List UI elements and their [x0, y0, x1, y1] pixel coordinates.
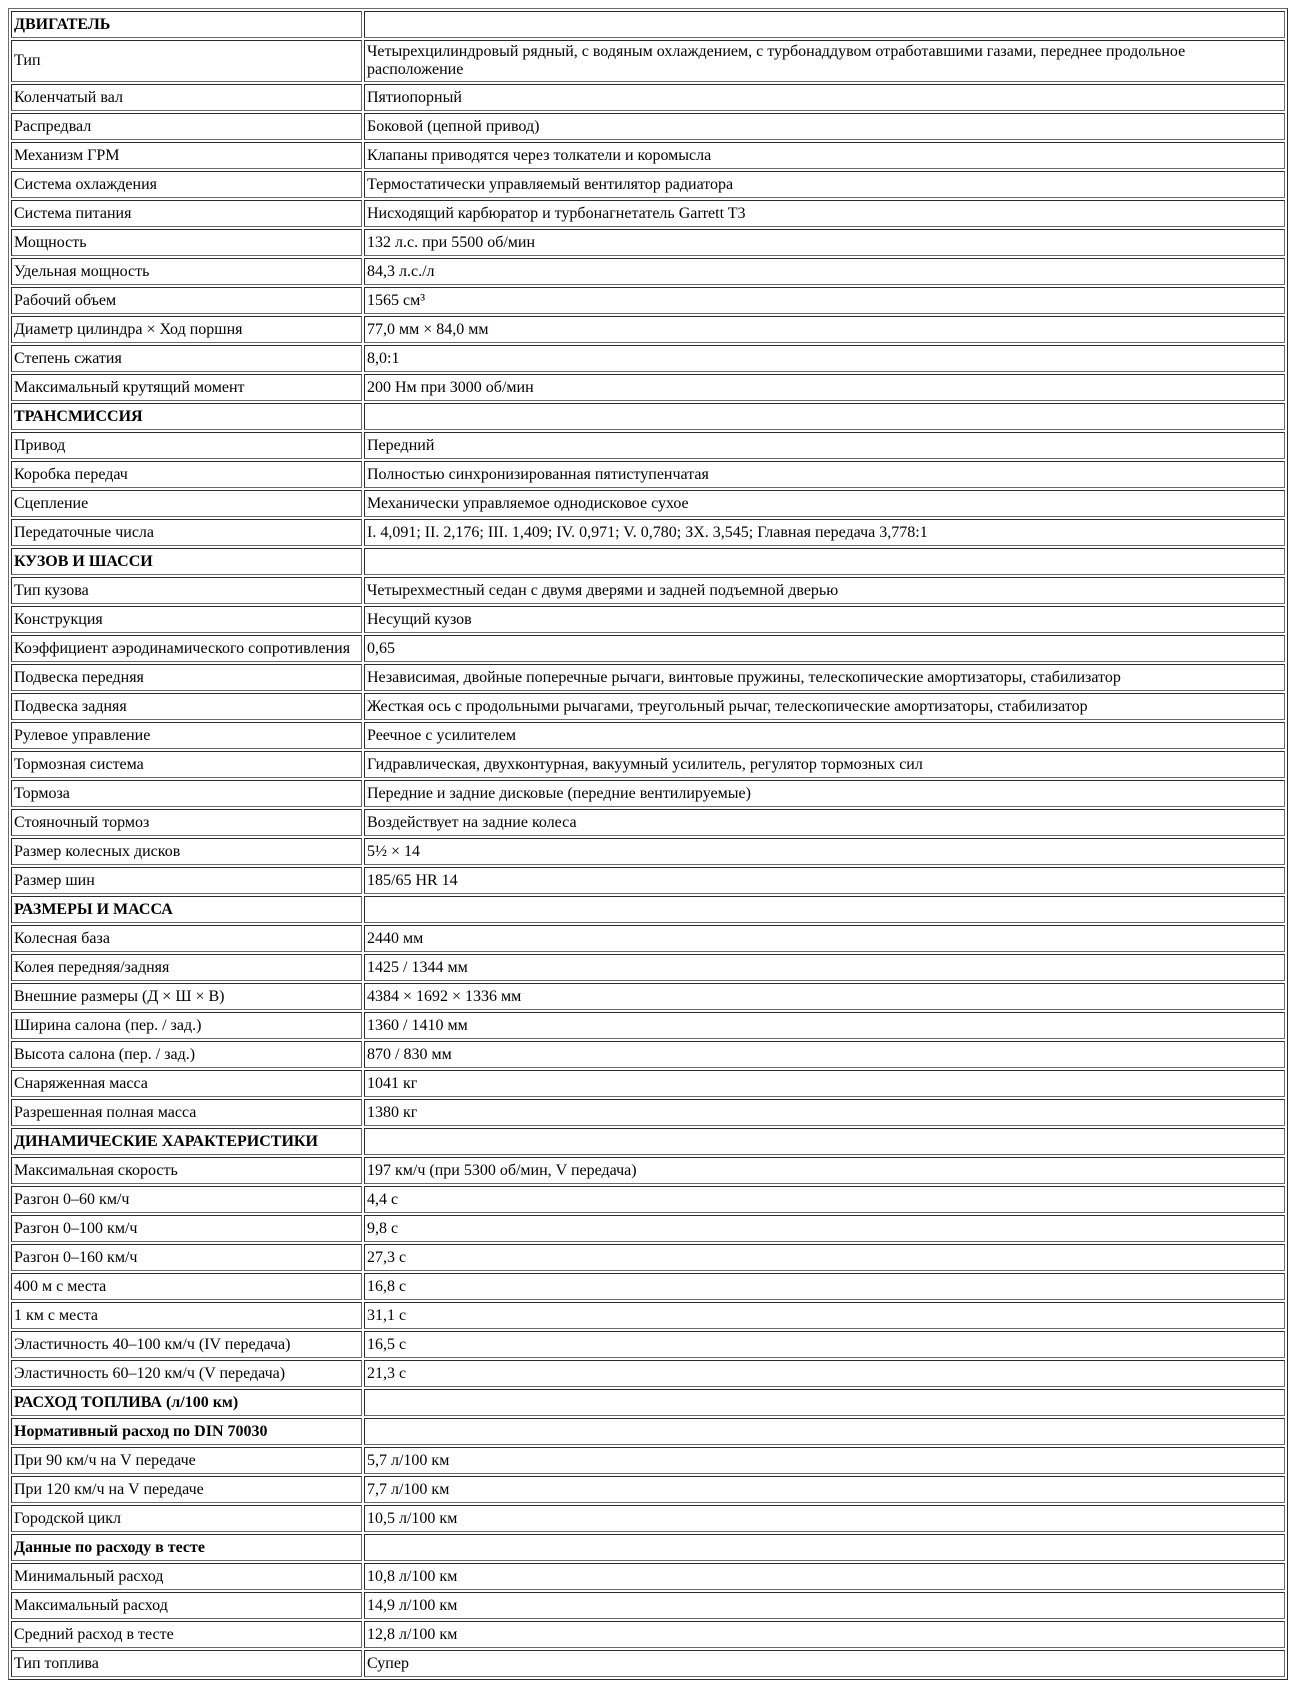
section-title: ТРАНСМИССИЯ	[11, 403, 362, 430]
spec-row	[11, 1563, 1285, 1590]
spec-label: Разрешенная полная масса	[11, 1099, 362, 1126]
spec-value: 1380 кг	[364, 1099, 1285, 1126]
specifications-table-body	[11, 11, 1285, 1677]
spec-row	[11, 200, 1285, 227]
section-title: Данные по расходу в тесте	[11, 1534, 362, 1561]
spec-value: 200 Нм при 3000 об/мин	[364, 374, 1285, 401]
spec-label: Удельная мощность	[11, 258, 362, 285]
section-title: КУЗОВ И ШАССИ	[11, 548, 362, 575]
spec-row	[11, 316, 1285, 343]
spec-row	[11, 1157, 1285, 1184]
spec-label: Степень сжатия	[11, 345, 362, 372]
spec-value: 185/65 HR 14	[364, 867, 1285, 894]
spec-row	[11, 809, 1285, 836]
section-header-empty-cell	[364, 1418, 1285, 1445]
spec-value: Клапаны приводятся через толкатели и коромысла	[364, 142, 1285, 169]
spec-row	[11, 1244, 1285, 1271]
spec-value: Нисходящий карбюратор и турбонагнетатель Garrett T3	[364, 200, 1285, 227]
spec-label: Стояночный тормоз	[11, 809, 362, 836]
section-header-empty-cell	[364, 1128, 1285, 1155]
spec-row	[11, 577, 1285, 604]
spec-row	[11, 229, 1285, 256]
spec-value: Несущий кузов	[364, 606, 1285, 633]
spec-value: 8,0:1	[364, 345, 1285, 372]
spec-value: 197 км/ч (при 5300 об/мин, V передача)	[364, 1157, 1285, 1184]
spec-label: Диаметр цилиндра × Ход поршня	[11, 316, 362, 343]
spec-value: 84,3 л.с./л	[364, 258, 1285, 285]
spec-value: 1360 / 1410 мм	[364, 1012, 1285, 1039]
spec-value: 27,3 с	[364, 1244, 1285, 1271]
spec-label: Максимальная скорость	[11, 1157, 362, 1184]
section-header-row	[11, 1418, 1285, 1445]
section-title: РАЗМЕРЫ И МАССА	[11, 896, 362, 923]
spec-row	[11, 1476, 1285, 1503]
spec-label: Разгон 0–160 км/ч	[11, 1244, 362, 1271]
spec-label: Система охлаждения	[11, 171, 362, 198]
spec-value: I. 4,091; II. 2,176; III. 1,409; IV. 0,971; V. 0,780; ЗХ. 3,545; Главная передача 3,778:1	[364, 519, 1285, 546]
spec-label: При 90 км/ч на V передаче	[11, 1447, 362, 1474]
spec-row	[11, 1505, 1285, 1532]
spec-label: Эластичность 40–100 км/ч (IV передача)	[11, 1331, 362, 1358]
spec-label: Размер шин	[11, 867, 362, 894]
spec-label: Снаряженная масса	[11, 1070, 362, 1097]
spec-row	[11, 432, 1285, 459]
spec-row	[11, 1012, 1285, 1039]
spec-row	[11, 1215, 1285, 1242]
spec-row	[11, 1186, 1285, 1213]
spec-value: Боковой (цепной привод)	[364, 113, 1285, 140]
spec-value: 1041 кг	[364, 1070, 1285, 1097]
spec-value: 16,5 с	[364, 1331, 1285, 1358]
spec-value: 21,3 с	[364, 1360, 1285, 1387]
section-header-empty-cell	[364, 1534, 1285, 1561]
spec-row	[11, 751, 1285, 778]
spec-label: Рулевое управление	[11, 722, 362, 749]
spec-row	[11, 1070, 1285, 1097]
spec-row	[11, 258, 1285, 285]
section-title: ДВИГАТЕЛЬ	[11, 11, 362, 38]
spec-value: 14,9 л/100 км	[364, 1592, 1285, 1619]
spec-row	[11, 171, 1285, 198]
spec-label: Коробка передач	[11, 461, 362, 488]
spec-row	[11, 142, 1285, 169]
spec-label: Тип кузова	[11, 577, 362, 604]
spec-value: 132 л.с. при 5500 об/мин	[364, 229, 1285, 256]
spec-value: 1425 / 1344 мм	[364, 954, 1285, 981]
spec-label: Колея передняя/задняя	[11, 954, 362, 981]
spec-label: Сцепление	[11, 490, 362, 517]
spec-value: Независимая, двойные поперечные рычаги, винтовые пружины, телескопические амортизаторы, стабилизатор	[364, 664, 1285, 691]
spec-row	[11, 954, 1285, 981]
spec-label: Тип	[11, 40, 362, 82]
spec-value: 4,4 с	[364, 1186, 1285, 1213]
spec-row	[11, 1592, 1285, 1619]
spec-value: Гидравлическая, двухконтурная, вакуумный усилитель, регулятор тормозных сил	[364, 751, 1285, 778]
spec-label: При 120 км/ч на V передаче	[11, 1476, 362, 1503]
spec-label: Тип топлива	[11, 1650, 362, 1677]
spec-row	[11, 983, 1285, 1010]
spec-row	[11, 693, 1285, 720]
spec-value: 2440 мм	[364, 925, 1285, 952]
spec-label: Минимальный расход	[11, 1563, 362, 1590]
spec-value: 4384 × 1692 × 1336 мм	[364, 983, 1285, 1010]
spec-label: Разгон 0–60 км/ч	[11, 1186, 362, 1213]
spec-value: Супер	[364, 1650, 1285, 1677]
spec-label: Городской цикл	[11, 1505, 362, 1532]
spec-value: Механически управляемое однодисковое сухое	[364, 490, 1285, 517]
spec-label: Конструкция	[11, 606, 362, 633]
spec-value: Термостатически управляемый вентилятор радиатора	[364, 171, 1285, 198]
spec-value: 9,8 с	[364, 1215, 1285, 1242]
spec-label: Мощность	[11, 229, 362, 256]
spec-value: 77,0 мм × 84,0 мм	[364, 316, 1285, 343]
spec-row	[11, 1041, 1285, 1068]
spec-label: Максимальный расход	[11, 1592, 362, 1619]
spec-value: Пятиопорный	[364, 84, 1285, 111]
spec-value: Воздействует на задние колеса	[364, 809, 1285, 836]
spec-row	[11, 867, 1285, 894]
spec-value: 870 / 830 мм	[364, 1041, 1285, 1068]
spec-value: 10,5 л/100 км	[364, 1505, 1285, 1532]
spec-label: 400 м с места	[11, 1273, 362, 1300]
section-title: ДИНАМИЧЕСКИЕ ХАРАКТЕРИСТИКИ	[11, 1128, 362, 1155]
spec-label: Эластичность 60–120 км/ч (V передача)	[11, 1360, 362, 1387]
spec-value: Полностью синхронизированная пятиступенчатая	[364, 461, 1285, 488]
spec-label: Распредвал	[11, 113, 362, 140]
spec-row	[11, 519, 1285, 546]
spec-label: Ширина салона (пер. / зад.)	[11, 1012, 362, 1039]
spec-value: 5,7 л/100 км	[364, 1447, 1285, 1474]
spec-row	[11, 722, 1285, 749]
spec-label: Размер колесных дисков	[11, 838, 362, 865]
spec-row	[11, 780, 1285, 807]
spec-row	[11, 1099, 1285, 1126]
spec-row	[11, 925, 1285, 952]
spec-label: Коэффициент аэродинамического сопротивления	[11, 635, 362, 662]
spec-row	[11, 1360, 1285, 1387]
spec-row	[11, 374, 1285, 401]
spec-value: 1565 см³	[364, 287, 1285, 314]
section-header-row	[11, 1128, 1285, 1155]
spec-label: Максимальный крутящий момент	[11, 374, 362, 401]
spec-label: Коленчатый вал	[11, 84, 362, 111]
section-header-row	[11, 1389, 1285, 1416]
spec-row	[11, 40, 1285, 82]
spec-row	[11, 1302, 1285, 1329]
spec-row	[11, 606, 1285, 633]
specifications-table	[8, 8, 1288, 1680]
spec-label: Система питания	[11, 200, 362, 227]
spec-value: 12,8 л/100 км	[364, 1621, 1285, 1648]
spec-value: 0,65	[364, 635, 1285, 662]
section-header-empty-cell	[364, 403, 1285, 430]
spec-row	[11, 1273, 1285, 1300]
section-header-row	[11, 11, 1285, 38]
spec-row	[11, 1621, 1285, 1648]
spec-value: Жесткая ось с продольными рычагами, треугольный рычаг, телескопические амортизаторы, стабилизатор	[364, 693, 1285, 720]
spec-value: 7,7 л/100 км	[364, 1476, 1285, 1503]
spec-label: Тормозная система	[11, 751, 362, 778]
spec-row	[11, 664, 1285, 691]
spec-value: Четырехместный седан с двумя дверями и задней подъемной дверью	[364, 577, 1285, 604]
spec-label: Подвеска задняя	[11, 693, 362, 720]
spec-row	[11, 1650, 1285, 1677]
spec-value: 31,1 с	[364, 1302, 1285, 1329]
section-title: Нормативный расход по DIN 70030	[11, 1418, 362, 1445]
spec-row	[11, 490, 1285, 517]
section-header-empty-cell	[364, 548, 1285, 575]
spec-label: Разгон 0–100 км/ч	[11, 1215, 362, 1242]
spec-row	[11, 635, 1285, 662]
spec-label: Подвеска передняя	[11, 664, 362, 691]
section-header-row	[11, 1534, 1285, 1561]
spec-label: Привод	[11, 432, 362, 459]
spec-row	[11, 113, 1285, 140]
spec-label: Колесная база	[11, 925, 362, 952]
spec-label: 1 км с места	[11, 1302, 362, 1329]
spec-row	[11, 461, 1285, 488]
section-header-empty-cell	[364, 896, 1285, 923]
spec-value: Реечное с усилителем	[364, 722, 1285, 749]
spec-row	[11, 1447, 1285, 1474]
section-header-empty-cell	[364, 11, 1285, 38]
section-header-empty-cell	[364, 1389, 1285, 1416]
spec-value: 5½ × 14	[364, 838, 1285, 865]
spec-value: Четырехцилиндровый рядный, с водяным охлаждением, с турбонаддувом отработавшими газами, переднее продольное расположение	[364, 40, 1285, 82]
spec-label: Механизм ГРМ	[11, 142, 362, 169]
spec-value: 16,8 с	[364, 1273, 1285, 1300]
spec-value: Передние и задние дисковые (передние вентилируемые)	[364, 780, 1285, 807]
spec-label: Средний расход в тесте	[11, 1621, 362, 1648]
spec-row	[11, 84, 1285, 111]
section-header-row	[11, 548, 1285, 575]
spec-row	[11, 345, 1285, 372]
spec-label: Передаточные числа	[11, 519, 362, 546]
spec-label: Рабочий объем	[11, 287, 362, 314]
section-header-row	[11, 403, 1285, 430]
spec-value: Передний	[364, 432, 1285, 459]
section-header-row	[11, 896, 1285, 923]
spec-row	[11, 287, 1285, 314]
spec-label: Высота салона (пер. / зад.)	[11, 1041, 362, 1068]
spec-row	[11, 1331, 1285, 1358]
spec-label: Тормоза	[11, 780, 362, 807]
section-title: РАСХОД ТОПЛИВА (л/100 км)	[11, 1389, 362, 1416]
spec-value: 10,8 л/100 км	[364, 1563, 1285, 1590]
spec-sheet	[8, 8, 1288, 1680]
spec-label: Внешние размеры (Д × Ш × В)	[11, 983, 362, 1010]
spec-row	[11, 838, 1285, 865]
